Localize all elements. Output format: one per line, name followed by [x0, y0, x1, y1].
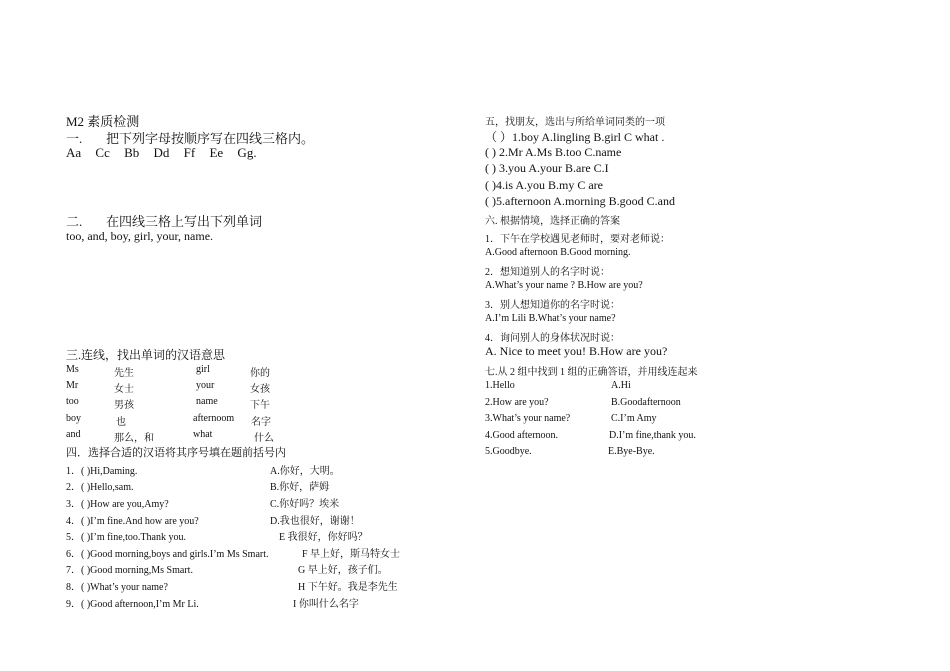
section-5-row: ( ) 3.you A.your B.are C.I — [485, 161, 609, 175]
section-5-row: ( )5.afternoon A.morning B.good C.and — [485, 194, 675, 208]
meaning-cell: 那么，和 — [114, 433, 154, 444]
section-5-heading: 五，找朋友，选出与所给单词同类的一项 — [485, 117, 665, 128]
answer-option: D.我也很好，谢谢！ — [270, 516, 360, 527]
group-2-item: B.Goodafternoon — [611, 397, 681, 408]
section-5-row: ( )4.is A.you B.my C are — [485, 178, 603, 192]
word-cell: boy — [66, 413, 81, 424]
answer-option: G 早上好，孩子们。 — [298, 565, 388, 576]
section-4-heading: 四．选择合适的汉语将其序号填在题前括号内 — [66, 447, 286, 459]
scenario-question: 3．别人想知道你的名字时说： — [485, 300, 620, 311]
word-cell: Ms — [66, 364, 79, 375]
answer-option: A.你好，大明。 — [270, 466, 340, 477]
page-title: M2 素质检测 — [66, 114, 140, 129]
answer-option: H 下午好。我是李先生 — [298, 582, 398, 593]
word-cell: your — [196, 380, 215, 391]
section-1-heading: 把下列字母按顺序写在四线三格内。 — [106, 131, 315, 146]
question-text: 4．( )I’m fine.And how are you? — [66, 516, 199, 527]
meaning-cell: 什么 — [254, 433, 274, 444]
answer-option: F 早上好，斯马特女士 — [302, 549, 401, 560]
section-2-words: too, and, boy, girl, your, name. — [66, 229, 214, 243]
group-2-item: E.Bye-Bye. — [608, 446, 655, 457]
section-2-number: 二. — [66, 214, 83, 229]
word-cell: too — [66, 396, 79, 407]
meaning-cell: 你的 — [250, 368, 270, 379]
meaning-cell: 女孩 — [250, 384, 270, 395]
question-text: 9．( )Good afternoon,I’m Mr Li. — [66, 599, 199, 610]
answer-option: B.你好，萨姆 — [270, 482, 330, 493]
group-2-item: C.I’m Amy — [611, 413, 657, 424]
group-1-item: 5.Goodbye. — [485, 446, 532, 457]
word-cell: what — [193, 429, 213, 440]
section-2-heading: 在四线三格上写出下列单词 — [106, 214, 263, 229]
group-2-item: A.Hi — [611, 380, 631, 391]
word-cell: and — [66, 429, 81, 440]
group-1-item: 2.How are you? — [485, 397, 549, 408]
meaning-cell: 下午 — [250, 400, 270, 411]
word-cell: afternoom — [193, 413, 235, 424]
scenario-question: 2．想知道别人的名字时说： — [485, 267, 610, 278]
scenario-options: A.What’s your name ? B.How are you? — [485, 280, 643, 291]
scenario-question: 4．询问别人的身体状况时说： — [485, 333, 620, 344]
question-text: 7．( )Good morning,Ms Smart. — [66, 565, 193, 576]
word-cell: girl — [196, 364, 210, 375]
question-text: 6．( )Good morning,boys and girls.I’m Ms Smart. — [66, 549, 269, 560]
group-1-item: 4.Good afternoon. — [485, 430, 559, 441]
word-cell: name — [196, 396, 218, 407]
scenario-options: A. Nice to meet you! B.How are you? — [485, 344, 668, 358]
group-1-item: 1.Hello — [485, 380, 515, 391]
group-1-item: 3.What’s your name? — [485, 413, 571, 424]
section-5-row: ( ) 2.Mr A.Ms B.too C.name — [485, 145, 622, 159]
question-text: 3．( )How are you,Amy? — [66, 499, 169, 510]
section-6-heading: 六. 根据情境，选择正确的答案 — [485, 216, 620, 227]
answer-option: I 你叫什么名字 — [293, 599, 359, 610]
section-1-number: 一. — [66, 131, 83, 146]
scenario-options: A.Good afternoon B.Good morning. — [485, 247, 631, 258]
question-text: 2．( )Hello,sam. — [66, 482, 134, 493]
question-text: 1．( )Hi,Daming. — [66, 466, 138, 477]
answer-option: E 我很好，你好吗？ — [279, 532, 368, 543]
section-3-heading: 三.连线，找出单词的汉语意思 — [66, 348, 226, 362]
meaning-cell: 也 — [116, 417, 126, 428]
scenario-options: A.I’m Lili B.What’s your name? — [485, 313, 616, 324]
meaning-cell: 男孩 — [114, 400, 134, 411]
section-1-letters: Aa Cc Bb Dd Ff Ee Gg. — [66, 145, 257, 160]
scenario-question: 1．下午在学校遇见老师时，要对老师说： — [485, 234, 670, 245]
answer-option: C.你好吗？埃米 — [270, 499, 340, 510]
word-cell: Mr — [66, 380, 79, 391]
meaning-cell: 名字 — [251, 417, 271, 428]
meaning-cell: 女士 — [114, 384, 134, 395]
section-7-heading: 七.从 2 组中找到 1 组的正确答语，并用线连起来 — [485, 367, 698, 378]
group-2-item: D.I’m fine,thank you. — [609, 430, 696, 441]
section-5-row: （ ）1.boy A.lingling B.girl C what . — [485, 130, 665, 144]
meaning-cell: 先生 — [114, 368, 134, 379]
question-text: 8．( )What’s your name? — [66, 582, 168, 593]
question-text: 5．( )I’m fine,too.Thank you. — [66, 532, 186, 543]
